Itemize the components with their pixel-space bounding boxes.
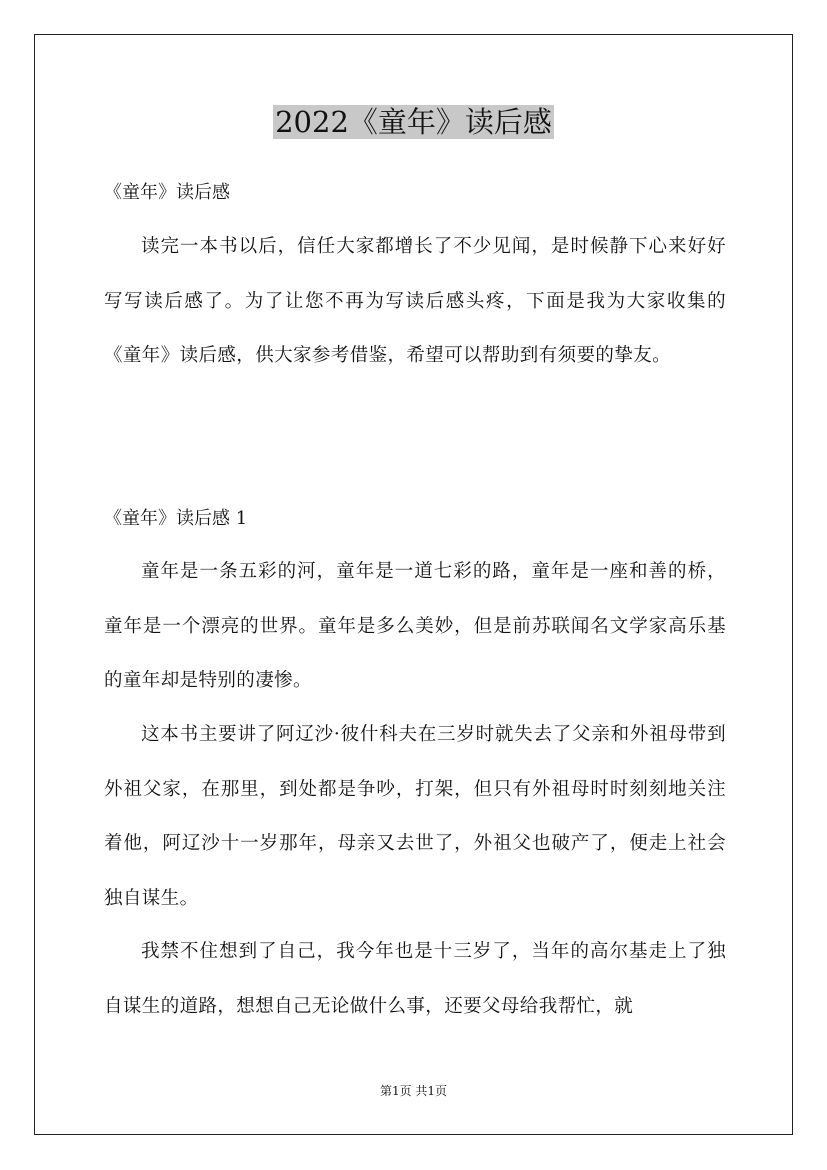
intro-heading: 《童年》读后感	[104, 182, 230, 203]
section1-heading: 《童年》读后感 1	[104, 508, 248, 529]
intro-paragraph: 读完一本书以后，信任大家都增长了不少见闻，是时候静下心来好好写写读后感了。为了让您不再为写读后感头疼，下面是我为大家收集的《童年》读后感，供大家参考借鉴，希望可以帮助到有须要的挚友。	[104, 236, 726, 366]
document-title: 2022《童年》读后感	[275, 105, 552, 139]
page-footer: 第1页 共1页	[379, 1084, 448, 1098]
section1-paragraph-1: 童年是一条五彩的河，童年是一道七彩的路，童年是一座和善的桥，童年是一个漂亮的世界。童年是多么美妙，但是前苏联闻名文学家高乐基的童年却是特别的凄惨。	[104, 561, 726, 691]
section1-paragraph-2: 这本书主要讲了阿辽沙·彼什科夫在三岁时就失去了父亲和外祖母带到外祖父家，在那里，到处都是争吵，打架，但只有外祖母时时刻刻地关注着他，阿辽沙十一岁那年，母亲又去世了，外祖父也破产了，便走上社会独自谋生。	[104, 724, 726, 909]
section1-paragraph-3: 我禁不住想到了自己，我今年也是十三岁了，当年的高尔基走上了独自谋生的道路，想想自己无论做什么事，还要父母给我帮忙，就	[104, 941, 726, 1017]
